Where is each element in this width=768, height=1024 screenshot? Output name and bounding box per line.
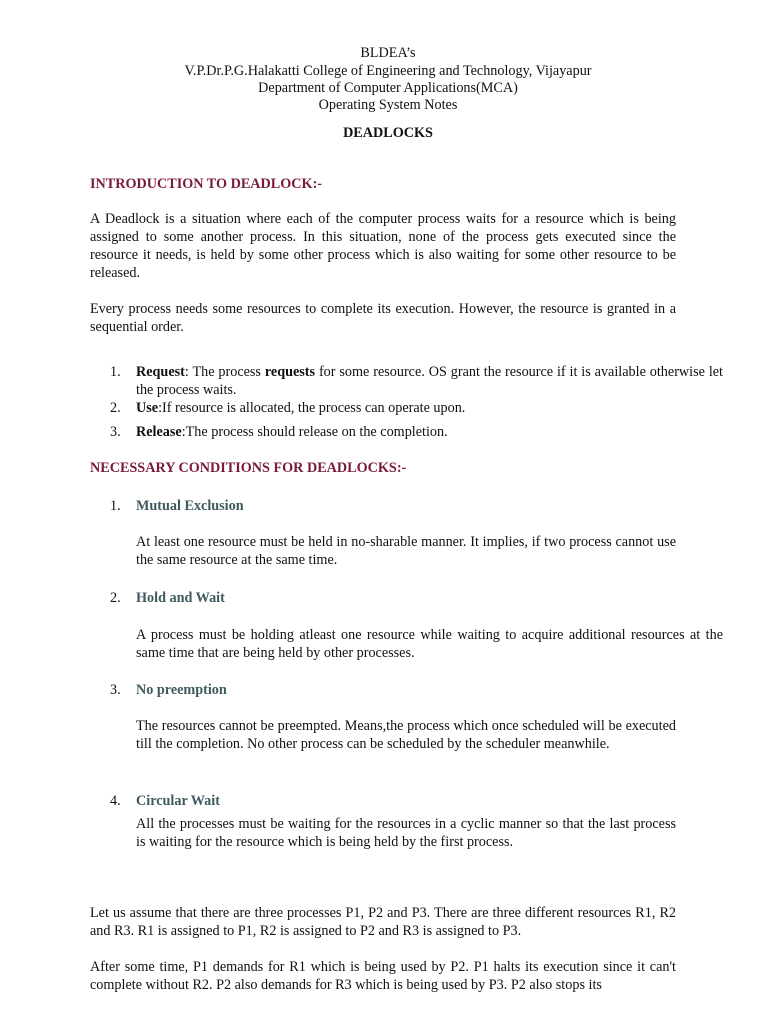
intro-paragraph: A Deadlock is a situation where each of the computer process waits for a resource which is being assigned to some another process. In this situation, none of the process gets executed since the resource it needs, is held by some other process which is also waiting for some other resource to be released. [90, 211, 676, 281]
condition-title: No preemption [136, 682, 227, 698]
resources-paragraph: Every process needs some resources to complete its execution. However, the resource is granted in a sequential order. [90, 301, 676, 335]
step-request [136, 363, 723, 399]
example-paragraph-continued: After some time, P1 demands for R1 which is being used by P2. P1 halts its execution since it can't complete without R2. P2 also demands for R3 which is being used by P3. P2 also stops its [90, 959, 676, 993]
department-name: Department of Computer Applications(MCA) [258, 80, 518, 96]
notes-subtitle: Operating System Notes [318, 97, 458, 113]
condition-text: A process must be holding atleast one resource while waiting to acquire additional resources at the same time that are being held by other processes. [136, 627, 723, 661]
step-release [136, 423, 723, 441]
condition-number: 1. [110, 498, 121, 514]
step-emphasis: requests [264, 364, 316, 380]
document-title: DEADLOCKS [343, 125, 433, 141]
condition-text: At least one resource must be held in no-sharable manner. It implies, if two process cannot use the same resource at the same time. [136, 534, 676, 568]
condition-title: Hold and Wait [136, 590, 225, 606]
intro-heading: INTRODUCTION TO DEADLOCK:- [90, 176, 323, 192]
condition-number: 3. [110, 682, 121, 698]
step-text: :The process should release on the completion. [181, 424, 448, 440]
step-number: 3. [110, 424, 121, 440]
step-term: Request [136, 364, 185, 380]
step-number: 1. [110, 364, 121, 380]
step-use [136, 399, 723, 417]
institution-name: BLDEA’s [360, 45, 416, 61]
example-paragraph: Let us assume that there are three processes P1, P2 and P3. There are three different resources R1, R2 and R3. R1 is assigned to P1, R2 is assigned to P2 and R3 is assigned to P3. [90, 905, 676, 939]
condition-title: Circular Wait [136, 793, 220, 809]
step-term: Use [136, 400, 159, 416]
step-text: : The process [184, 364, 265, 380]
condition-title: Mutual Exclusion [136, 498, 244, 514]
condition-text: The resources cannot be preempted. Means,the process which once scheduled will be executed till the completion. No other process can be scheduled by the scheduler meanwhile. [136, 718, 676, 752]
condition-text: All the processes must be waiting for the resources in a cyclic manner so that the last process is waiting for the resource which is being held by the first process. [136, 816, 676, 850]
condition-number: 4. [110, 793, 121, 809]
condition-number: 2. [110, 590, 121, 606]
step-text: :If resource is allocated, the process can operate upon. [158, 400, 466, 416]
college-name: V.P.Dr.P.G.Halakatti College of Engineering and Technology, Vijayapur [184, 63, 592, 79]
step-text: for some resource. OS grant the resource if it is available otherwise let the process waits. [136, 364, 723, 398]
step-number: 2. [110, 400, 121, 416]
step-term: Release [136, 424, 182, 440]
conditions-heading: NECESSARY CONDITIONS FOR DEADLOCKS:- [90, 460, 407, 476]
